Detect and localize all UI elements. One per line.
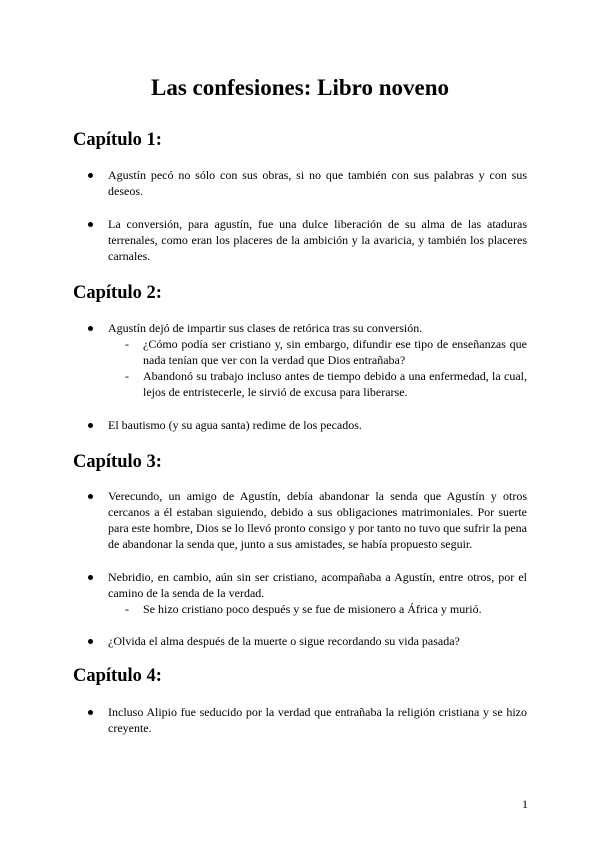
list-item-text: ¿Olvida el alma después de la muerte o sigue recordando su vida pasada? — [108, 634, 460, 648]
list-item-text: Nebridio, en cambio, aún sin ser cristiano, acompañaba a Agustín, entre otros, por el camino de la senda de la verdad. — [108, 570, 527, 600]
document-title: Las confesiones: Libro noveno — [151, 75, 449, 100]
bullet-icon — [88, 222, 93, 227]
bullet-icon — [88, 710, 93, 715]
sub-list-item-text: ¿Cómo podía ser cristiano y, sin embargo, difundir ese tipo de enseñanzas que nada tenían que ver con la verdad que Dios entrañaba? — [143, 337, 527, 367]
list-item-text: Verecundo, un amigo de Agustín, debía abandonar la senda que Agustín y otros cercanos a él estaban siguiendo, debido a sus obligaciones matrimoniales. Por suerte para este hombre, Dios se lo llevó pronto consigo y por tanto no tuvo que sufrir la pena de abandonar la senda que, junto a sus amistades, se había propuesto seguir. — [108, 489, 527, 551]
sub-list-item — [125, 368, 527, 400]
bullet-icon — [88, 575, 93, 580]
dash-icon: - — [125, 369, 129, 383]
chapter-heading: Capítulo 1: — [73, 130, 162, 150]
sub-list-item — [125, 336, 527, 368]
dash-icon: - — [125, 337, 129, 351]
chapter-heading: Capítulo 2: — [73, 283, 162, 303]
list-item-text: El bautismo (y su agua santa) redime de los pecados. — [108, 418, 362, 432]
list-item — [108, 488, 527, 552]
list-item — [108, 417, 527, 433]
list-item — [108, 633, 527, 649]
list-item — [108, 167, 527, 199]
list-item-text: La conversión, para agustín, fue una dulce liberación de su alma de las ataduras terrenales, como eran los placeres de la ambición y la avaricia, y también los placeres carnales. — [108, 217, 527, 263]
list-item-text: Agustín dejó de impartir sus clases de retórica tras su conversión. — [108, 321, 423, 335]
list-item — [108, 704, 527, 736]
sub-list-item — [125, 601, 527, 617]
bullet-icon — [88, 326, 93, 331]
page-number: 1 — [522, 797, 528, 811]
list-item-text: Agustín pecó no sólo con sus obras, si no que también con sus palabras y con sus deseos. — [108, 168, 527, 198]
sub-list-item-text: Abandonó su trabajo incluso antes de tiempo debido a una enfermedad, la cual, lejos de entristecerle, le sirvió de excusa para liberarse. — [143, 369, 527, 399]
bullet-icon — [88, 423, 93, 428]
chapter-heading: Capítulo 4: — [73, 666, 162, 686]
bullet-icon — [88, 494, 93, 499]
list-item — [108, 569, 527, 601]
bullet-icon — [88, 639, 93, 644]
list-item-text: Incluso Alipio fue seducido por la verdad que entrañaba la religión cristiana y se hizo creyente. — [108, 705, 527, 735]
list-item — [108, 216, 527, 264]
list-item — [108, 320, 527, 336]
dash-icon: - — [125, 602, 129, 616]
bullet-icon — [88, 173, 93, 178]
sub-list-item-text: Se hizo cristiano poco después y se fue de misionero a África y murió. — [143, 602, 482, 616]
chapter-heading: Capítulo 3: — [73, 452, 162, 472]
